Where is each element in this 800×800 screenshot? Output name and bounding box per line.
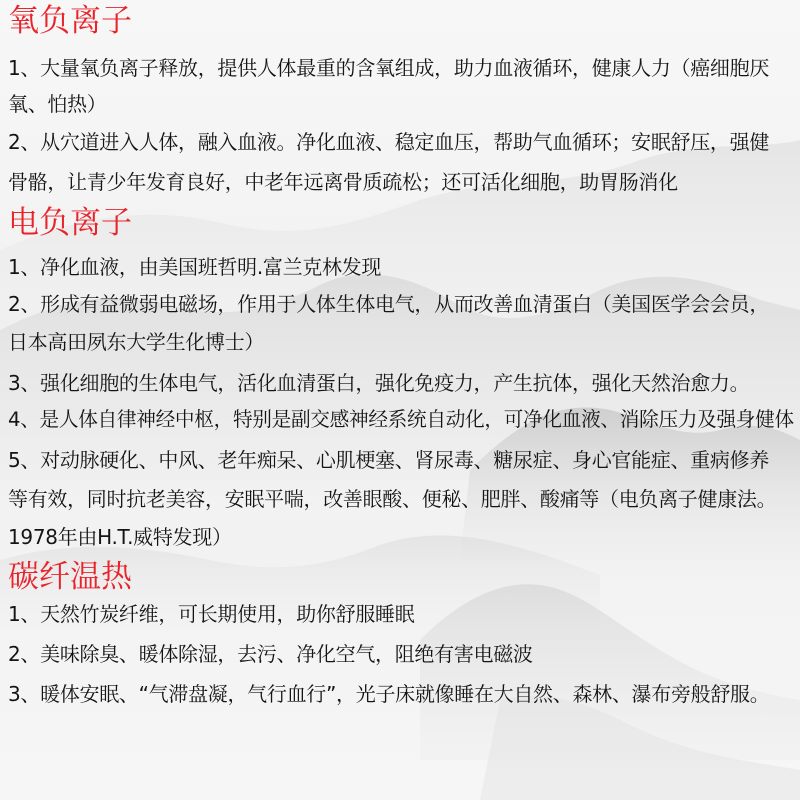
text-line: 5、对动脉硬化、中风、老年痴呆、心肌梗塞、肾尿毒、糖尿症、身心官能症、重病修养 xyxy=(8,448,770,472)
text-line: 4、是人体自律神经中枢，特别是副交感神经系统自动化，可净化血液、消除压力及强身健体 xyxy=(8,408,794,431)
text-line: 2、形成有益微弱电磁场，作用于人体生体电气，从而改善血清蛋白（美国医学会会员， xyxy=(8,292,770,316)
text-line: 等有效，同时抗老美容，安眠平喘，改善眼酸、便秘、肥胖、酸痛等（电负离子健康法。 xyxy=(8,487,777,511)
text-line: 3、强化细胞的生体电气，活化血清蛋白，强化免疫力，产生抗体，强化天然治愈力。 xyxy=(8,371,750,395)
text-line: 1、大量氧负离子释放，提供人体最重的含氧组成，助力血液循环，健康人力（癌细胞厌 xyxy=(8,56,770,80)
text-line: 1、净化血液，由美国班哲明.富兰克林发现 xyxy=(8,255,382,279)
section-heading-oxygen-anion: 氧负离子 xyxy=(8,3,132,39)
section-heading-carbon-fiber-heat: 碳纤温热 xyxy=(8,559,132,595)
text-line: 氧、怕热） xyxy=(8,92,107,116)
text-line: 1978年由H.T.威特发现） xyxy=(8,525,232,549)
text-line: 日本高田夙东大学生化博士） xyxy=(8,330,265,354)
text-line: 2、从穴道进入人体，融入血液。净化血液、稳定血压，帮助气血循环；安眠舒压，强健 xyxy=(8,130,770,154)
section-heading-electric-anion: 电负离子 xyxy=(8,205,132,241)
text-line: 2、美味除臭、暖体除湿，去污、净化空气，阻绝有害电磁波 xyxy=(8,642,533,666)
text-line: 1、天然竹炭纤维，可长期使用，助你舒服睡眠 xyxy=(8,602,415,626)
text-line: 3、暖体安眠、“气滞盘凝，气行血行”，光子床就像睡在大自然、森林、瀑布旁般舒服。 xyxy=(8,682,770,706)
text-line: 骨骼，让青少年发育良好，中老年远离骨质疏松；还可活化细胞，助胃肠消化 xyxy=(8,170,678,194)
